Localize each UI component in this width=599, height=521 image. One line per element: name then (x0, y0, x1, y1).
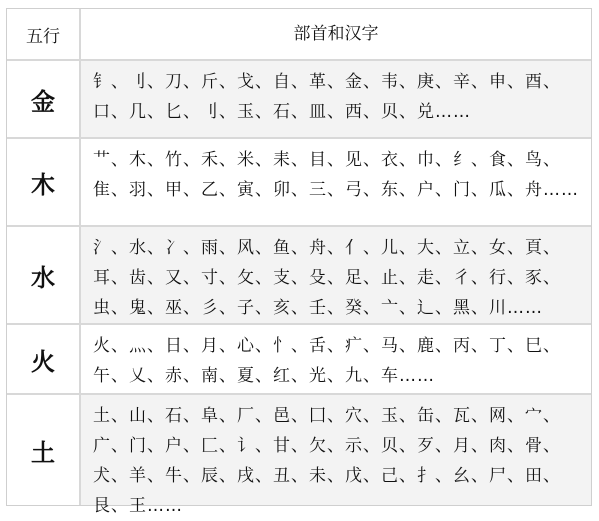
table-row-fire (7, 325, 591, 393)
element-label: 金 (31, 87, 55, 116)
element-characters: 火、灬、日、月、心、忄、舌、疒、马、鹿、丙、丁、巳、午、乂、赤、南、夏、红、光、九、车…… (93, 336, 561, 386)
header-radicals-and-characters: 部首和汉字 (293, 24, 379, 44)
element-characters: 土、山、石、阜、厂、邑、囗、穴、玉、缶、瓦、网、宀、广、门、户、匚、讠、甘、欠、示、贝、歹、月、肉、骨、犬、羊、牛、辰、戌、丑、未、戊、己、扌、幺、尸、田、艮、王…… (81, 395, 591, 505)
table-row-water (7, 227, 591, 323)
element-label: 火 (31, 347, 55, 376)
element-label: 木 (31, 170, 55, 199)
five-elements-table (6, 8, 592, 516)
element-label: 水 (31, 263, 55, 292)
table-header-row (7, 9, 591, 59)
table-row-wood (7, 139, 591, 225)
element-label: 土 (31, 438, 55, 467)
element-characters: 钅、刂、刀、斤、戈、自、革、金、韦、庚、辛、申、酉、口、几、匕、刂、玉、石、皿、西、贝、兑…… (81, 61, 591, 137)
table-row-metal (7, 61, 591, 137)
table-row-earth (7, 395, 591, 516)
element-characters: 艹、木、竹、禾、米、耒、目、见、衣、巾、纟、食、鸟、隹、羽、甲、乙、寅、卯、三、弓、东、户、门、瓜、舟…… (93, 150, 579, 200)
header-five-elements: 五行 (26, 26, 60, 47)
element-characters: 氵、水、冫、雨、风、鱼、舟、亻、儿、大、立、女、頁、耳、齿、又、寸、攵、支、殳、足、止、走、彳、行、豕、虫、鬼、巫、彡、子、亥、壬、癸、亠、辶、黑、川…… (81, 227, 591, 323)
